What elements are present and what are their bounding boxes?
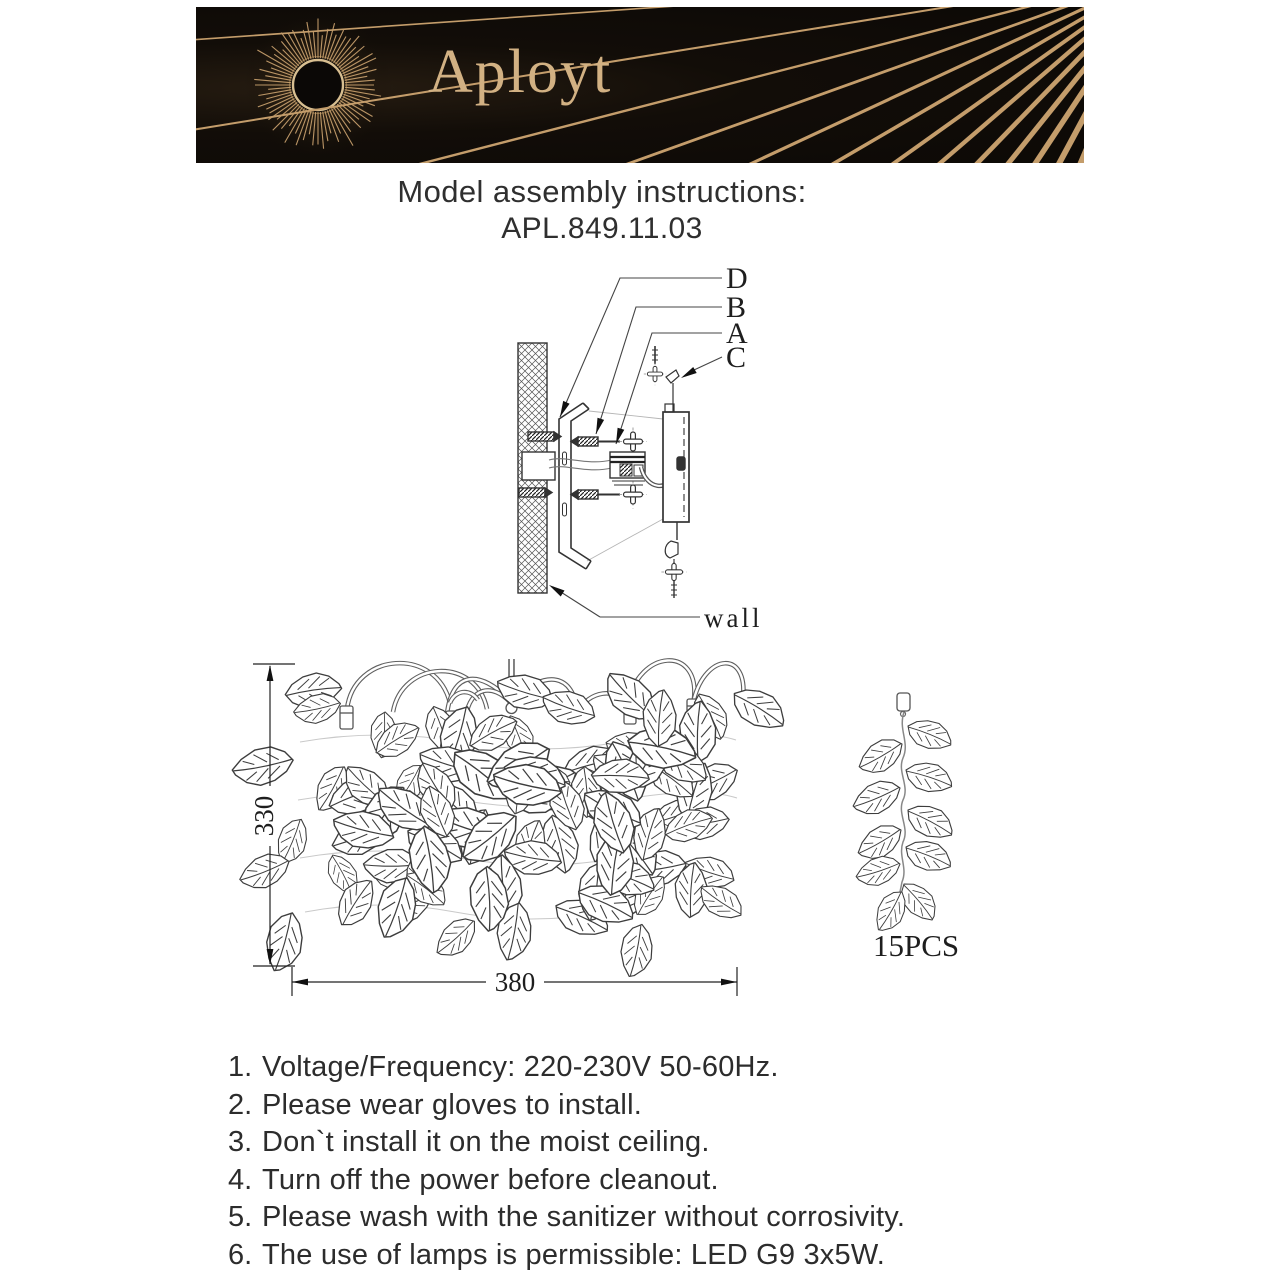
mounting-bracket xyxy=(559,403,591,569)
leaf-strand xyxy=(848,693,959,963)
item-number: 3. xyxy=(228,1126,253,1159)
item-number: 6. xyxy=(228,1238,253,1271)
wall-mount-diagram xyxy=(518,262,763,633)
wall-label: wall xyxy=(704,603,763,633)
list-item xyxy=(228,1124,1078,1162)
item-text: Voltage/Frequency: 220-230V 50-60Hz. xyxy=(262,1051,779,1083)
bottom-screw-assembly xyxy=(661,522,686,598)
item-text: Turn off the power before cleanout. xyxy=(262,1163,719,1196)
list-item xyxy=(228,1049,1078,1087)
part-label-c: C xyxy=(726,341,747,374)
model-number: APL.849.11.03 xyxy=(501,212,703,245)
junction-box xyxy=(522,452,555,480)
item-number: 4. xyxy=(228,1163,253,1196)
list-item xyxy=(228,1199,1078,1237)
item-number: 1. xyxy=(228,1051,253,1083)
item-text: Please wash with the sanitizer without corrosivity. xyxy=(262,1201,906,1234)
list-item xyxy=(228,1087,1078,1125)
item-text: Don`t install it on the moist ceiling. xyxy=(262,1126,710,1159)
item-text: The use of lamps is permissible: LED G9 3x5W. xyxy=(262,1238,886,1271)
strand-stem xyxy=(900,712,905,892)
item-number: 5. xyxy=(228,1201,253,1234)
instruction-list xyxy=(228,1049,1078,1275)
leader-lines xyxy=(553,278,722,617)
fixture-backplate xyxy=(663,404,689,522)
width-dimension: 380 xyxy=(494,967,536,997)
height-dimension: 330 xyxy=(249,795,279,837)
strand-clip xyxy=(897,693,910,711)
fixture-front-view xyxy=(229,659,793,997)
brand-name: Aployt xyxy=(428,38,613,106)
item-number: 2. xyxy=(228,1088,253,1121)
page-title: Model assembly instructions: xyxy=(397,174,807,209)
list-item xyxy=(228,1237,1078,1275)
part-label-b: B xyxy=(726,291,747,324)
item-text: Please wear gloves to install. xyxy=(262,1088,642,1121)
part-label-d: D xyxy=(726,262,748,295)
strand-count: 15PCS xyxy=(873,928,960,963)
list-item xyxy=(228,1162,1078,1200)
part-labels xyxy=(726,262,748,374)
top-screw-assembly xyxy=(644,346,679,412)
part-label-a: A xyxy=(726,317,748,350)
